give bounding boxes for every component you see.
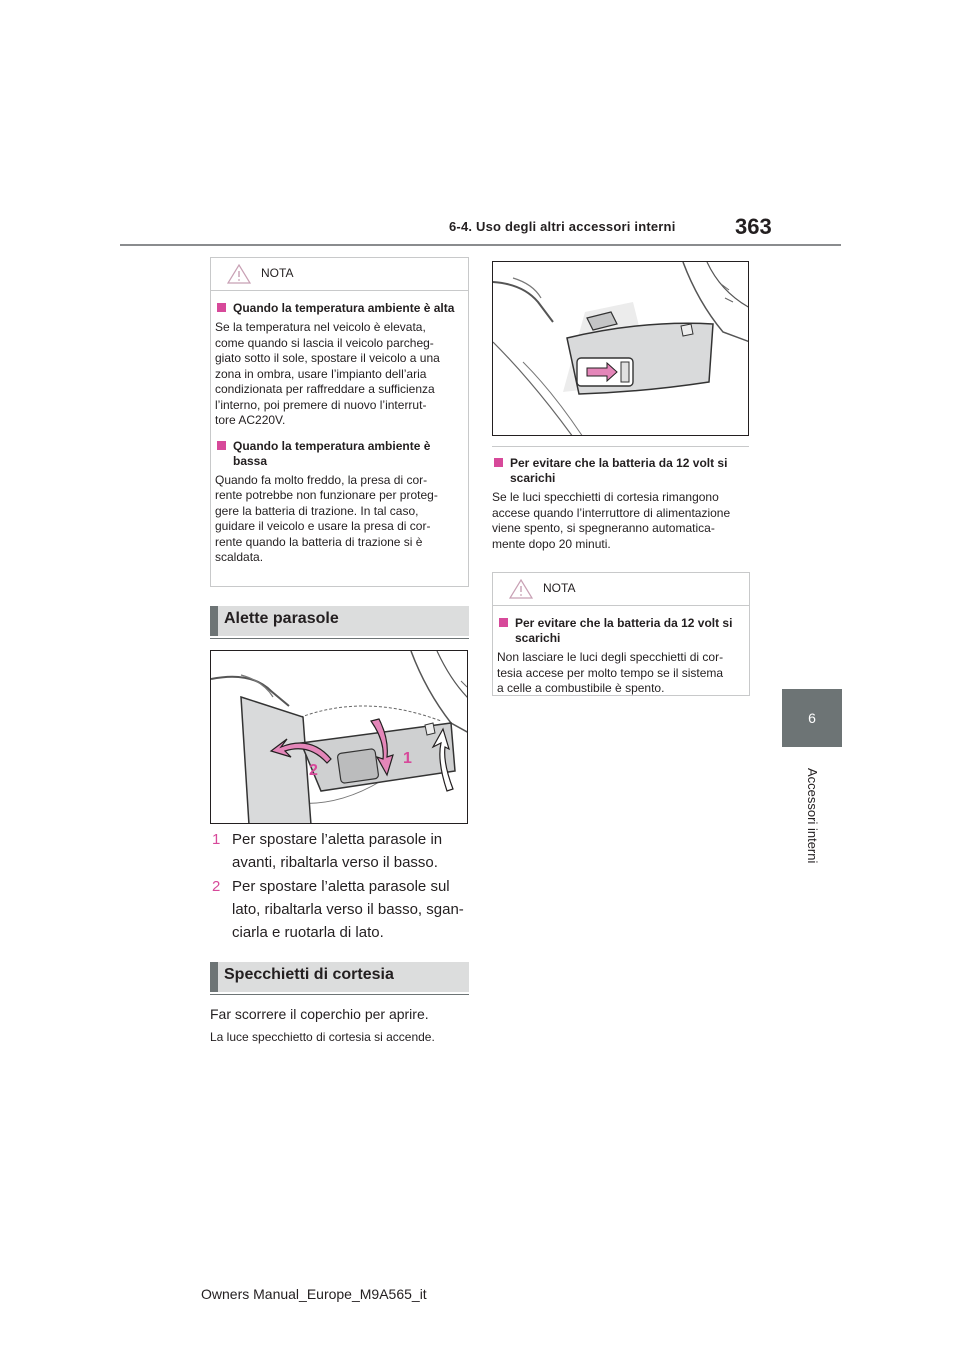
nota-item-title: Quando la temperatura ambiente è bassa: [215, 439, 456, 469]
chapter-tab: 6: [782, 689, 842, 747]
vanity-mirror-drawing: [493, 262, 749, 436]
step-1: [212, 828, 472, 874]
step-text: Per spostare l’aletta parasole sul lato, ribaltarla verso il basso, sgan- ciarla e ruotarla di lato.: [232, 878, 464, 941]
battery-info-text: Se le luci specchietti di cortesia rimangono accese quando l’interruttore di alimentazione viene spento, si spegneranno automatica- mente dopo 20 minuti.: [492, 490, 731, 551]
step-2: [212, 875, 472, 944]
nota-item-text: Se la temperatura nel veicolo è elevata, come quando si lascia il veicolo parcheg- giato sotto il sole, spostare il veicolo a una zona in ombra, usare l’impianto dell’aria condizionata per raffreddare a sufficienza l’interno, poi premere di nuovo l’interrut- tore AC220V.: [215, 320, 440, 427]
sunvisor-illustration: [210, 650, 468, 824]
nota-header: [493, 573, 749, 606]
nota-item-title: Per evitare che la batteria da 12 volt si scarichi: [497, 616, 737, 646]
nota-body: [211, 291, 468, 584]
nota-item-text: Non lasciare le luci degli specchietti di cor- tesia accese per molto tempo se il sistema a celle a combustibile è spento.: [497, 650, 724, 695]
nota-box-1: [210, 257, 469, 587]
nota-box-2: [492, 572, 750, 696]
nota-title: NOTA: [543, 581, 576, 595]
warning-icon: [227, 264, 251, 284]
battery-info: [492, 452, 752, 562]
section-title: 6-4. Uso degli altri accessori interni: [449, 219, 676, 234]
bullet-square-icon: [494, 458, 503, 467]
step-number: 2: [212, 878, 221, 895]
step-text: Per spostare l’aletta parasole in avanti, ribaltarla verso il basso.: [232, 831, 443, 871]
nota-header: [211, 258, 468, 291]
divider: [492, 446, 749, 447]
footer-doc-id: Owners Manual_Europe_M9A565_it: [201, 1286, 427, 1302]
sunvisor-drawing: [211, 651, 468, 824]
header-rule: [120, 244, 841, 246]
mirror-instruction: Far scorrere il coperchio per aprire.: [210, 1006, 429, 1022]
mirror-note: La luce specchietto di cortesia si accende.: [210, 1030, 435, 1044]
page-number: 363: [735, 214, 772, 239]
bullet-square-icon: [499, 618, 508, 627]
nota-title: NOTA: [261, 266, 294, 280]
section-heading-mirrors: Specchietti di cortesia: [210, 962, 469, 992]
nota-body: [493, 606, 749, 715]
bullet-square-icon: [217, 303, 226, 312]
figure-label-2: 2: [309, 762, 318, 779]
battery-info-title: Per evitare che la batteria da 12 volt si scarichi: [492, 456, 752, 486]
chapter-label: [757, 768, 867, 888]
nota-item-title: Quando la temperatura ambiente è alta: [215, 301, 456, 316]
warning-icon: [509, 579, 533, 599]
section-heading-sunvisors: Alette parasole: [210, 606, 469, 636]
chapter-label-text: Accessori interni: [805, 768, 820, 864]
nota-item-text: Quando fa molto freddo, la presa di cor- rente potrebbe non funzionare per proteg- gere la batteria di trazione. In tal caso, guidare il veicolo e usare la presa di cor- rente quando la batteria di trazione si è scaldata.: [215, 472, 438, 564]
vanity-mirror-illustration: [492, 261, 749, 436]
bullet-square-icon: [217, 441, 226, 450]
step-number: 1: [212, 831, 221, 848]
figure-label-1: 1: [403, 750, 412, 767]
